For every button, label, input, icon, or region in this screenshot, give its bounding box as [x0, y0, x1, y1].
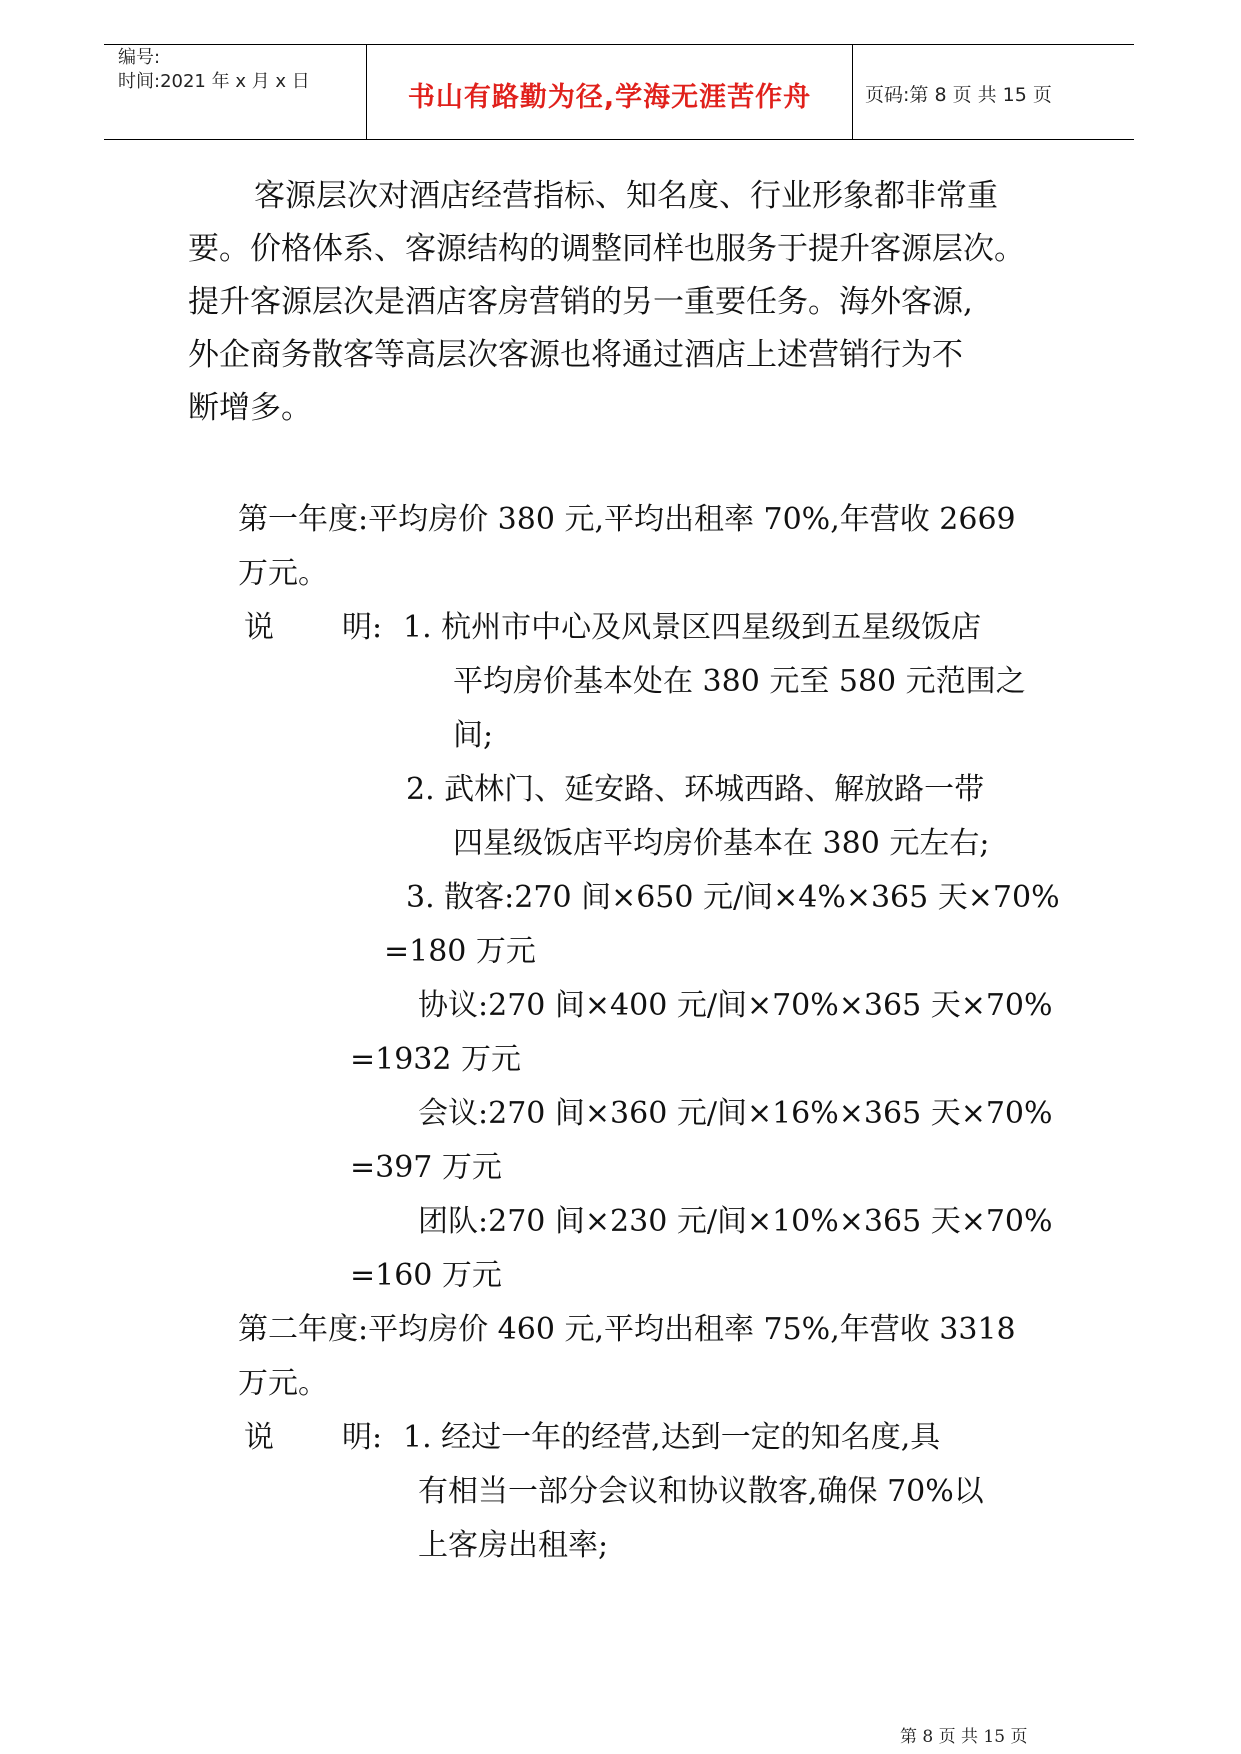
year2-explain-label-a: 说 [244, 1420, 274, 1455]
intro-line: 外企商务散客等高层次客源也将通过酒店上述营销行为不 [188, 337, 963, 373]
year1-summary-cont: 万元。 [238, 556, 328, 591]
year1-explain-label-a: 说 [244, 610, 274, 645]
document-date-label: 时间:2021 年 x 月 x 日 [118, 71, 310, 92]
year2-summary: 第二年度:平均房价 460 元,平均出租率 75%,年营收 3318 [238, 1312, 1016, 1347]
year1-item1-cont: 间; [453, 718, 494, 753]
intro-line: 断增多。 [188, 390, 312, 426]
intro-line: 客源层次对酒店经营指标、知名度、行业形象都非常重 [254, 178, 998, 214]
year1-item1-cont: 平均房价基本处在 380 元至 580 元范围之 [453, 664, 1026, 699]
header-motto-cell [367, 45, 853, 139]
header-page-cell [853, 45, 1134, 139]
year1-conference: 会议:270 间×360 元/间×16%×365 天×70% [418, 1096, 1053, 1131]
year1-item3-individual-result: =180 万元 [384, 934, 536, 969]
year2-item1: 1. 经过一年的经营,达到一定的知名度,具 [403, 1420, 941, 1455]
year1-agreement: 协议:270 间×400 元/间×70%×365 天×70% [418, 988, 1053, 1023]
year1-summary: 第一年度:平均房价 380 元,平均出租率 70%,年营收 2669 [238, 502, 1016, 537]
page-header [104, 44, 1134, 140]
year1-conference-result: =397 万元 [350, 1150, 502, 1185]
year1-agreement-result: =1932 万元 [350, 1042, 522, 1077]
document-number-label: 编号: [118, 47, 161, 68]
year2-item1-cont: 有相当一部分会议和协议散客,确保 70%以 [418, 1474, 984, 1509]
page-footer-number: 第 8 页 共 15 页 [900, 1727, 1028, 1747]
header-motto: 书山有路勤为径,学海无涯苦作舟 [407, 82, 812, 113]
intro-line: 要。价格体系、客源结构的调整同样也服务于提升客源层次。 [188, 231, 1025, 267]
header-page-number: 页码:第 8 页 共 15 页 [865, 84, 1052, 106]
year2-item1-cont: 上客房出租率; [418, 1528, 609, 1563]
year1-item2: 2. 武林门、延安路、环城西路、解放路一带 [406, 772, 985, 807]
header-left-cell [104, 45, 367, 139]
year2-summary-cont: 万元。 [238, 1366, 328, 1401]
year2-explain-label-b: 明: [342, 1420, 383, 1455]
year1-group-result: =160 万元 [350, 1258, 502, 1293]
year1-item3-individual: 3. 散客:270 间×650 元/间×4%×365 天×70% [406, 880, 1060, 915]
intro-line: 提升客源层次是酒店客房营销的另一重要任务。海外客源, [188, 284, 973, 320]
year1-group: 团队:270 间×230 元/间×10%×365 天×70% [418, 1204, 1053, 1239]
year1-item1: 1. 杭州市中心及风景区四星级到五星级饭店 [403, 610, 982, 645]
year1-item2-cont: 四星级饭店平均房价基本在 380 元左右; [453, 826, 990, 861]
year1-explain-label-b: 明: [342, 610, 383, 645]
